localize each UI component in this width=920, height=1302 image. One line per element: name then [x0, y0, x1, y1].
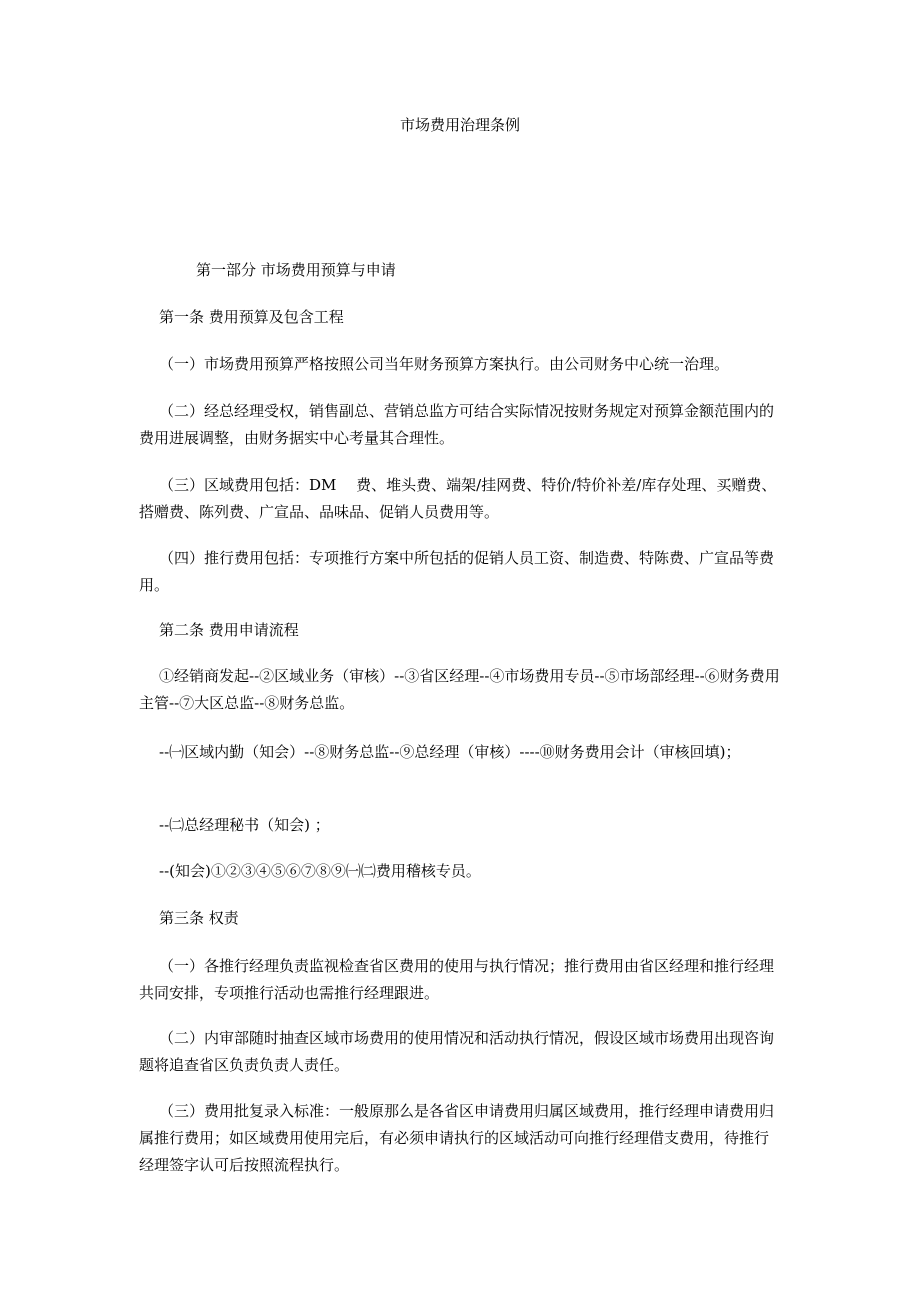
paragraph: （一）各推行经理负责监视检查省区费用的使用与执行情况；推行费用由省区经理和推行经理共同安排，专项推行活动也需推行经理跟进。: [139, 957, 775, 1002]
part-heading: 第一部分 市场费用预算与申请: [196, 261, 396, 279]
article-heading: 第二条 费用申请流程: [159, 621, 299, 639]
paragraph: --(知会)①②③④⑤⑥⑦⑧⑨㈠㈡费用稽核专员。: [159, 862, 481, 880]
paragraph: （一）市场费用预算严格按照公司当年财务预算方案执行。由公司财务中心统一治理。: [159, 355, 730, 373]
document-title: 市场费用治理条例: [399, 116, 520, 134]
paragraph: （三）费用批复录入标准：一般原那么是各省区申请费用归属区域费用，推行经理申请费用归属推行费用；如区域费用使用完后，有必须申请执行的区域活动可向推行经理借支费用，待推行经理签字认可后按照流程执行。: [139, 1102, 775, 1174]
paragraph: （二）内审部随时抽查区域市场费用的使用情况和活动执行情况，假设区域市场费用出现咨询题将追查省区负责负责人责任。: [139, 1029, 775, 1074]
article-heading: 第一条 费用预算及包含工程: [159, 308, 344, 326]
paragraph: ①经销商发起--②区域业务（审核）--③省区经理--④市场费用专员--⑤市场部经理--⑥财务费用主管--⑦大区总监--⑧财务总监。: [139, 667, 780, 712]
paragraph: --㈡总经理秘书（知会) ；: [159, 816, 330, 834]
paragraph: （四）推行费用包括：专项推行方案中所包括的促销人员工资、制造费、特陈费、广宣品等费用。: [139, 549, 775, 594]
paragraph: （二）经总经理受权，销售副总、营销总监方可结合实际情况按财务规定对预算金额范围内的费用进展调整，由财务据实中心考量其合理性。: [139, 402, 775, 447]
paragraph: （三）区域费用包括：DM 费、堆头费、端架/挂网费、特价/特价补差/库存处理、买赠费、搭赠费、陈列费、广宣品、品味品、促销人员费用等。: [139, 476, 777, 521]
paragraph: --㈠区域内勤（知会）--⑧财务总监--⑨总经理（审核）----⑩财务费用会计（审核回填)；: [159, 743, 741, 761]
article-heading: 第三条 权责: [159, 909, 239, 927]
